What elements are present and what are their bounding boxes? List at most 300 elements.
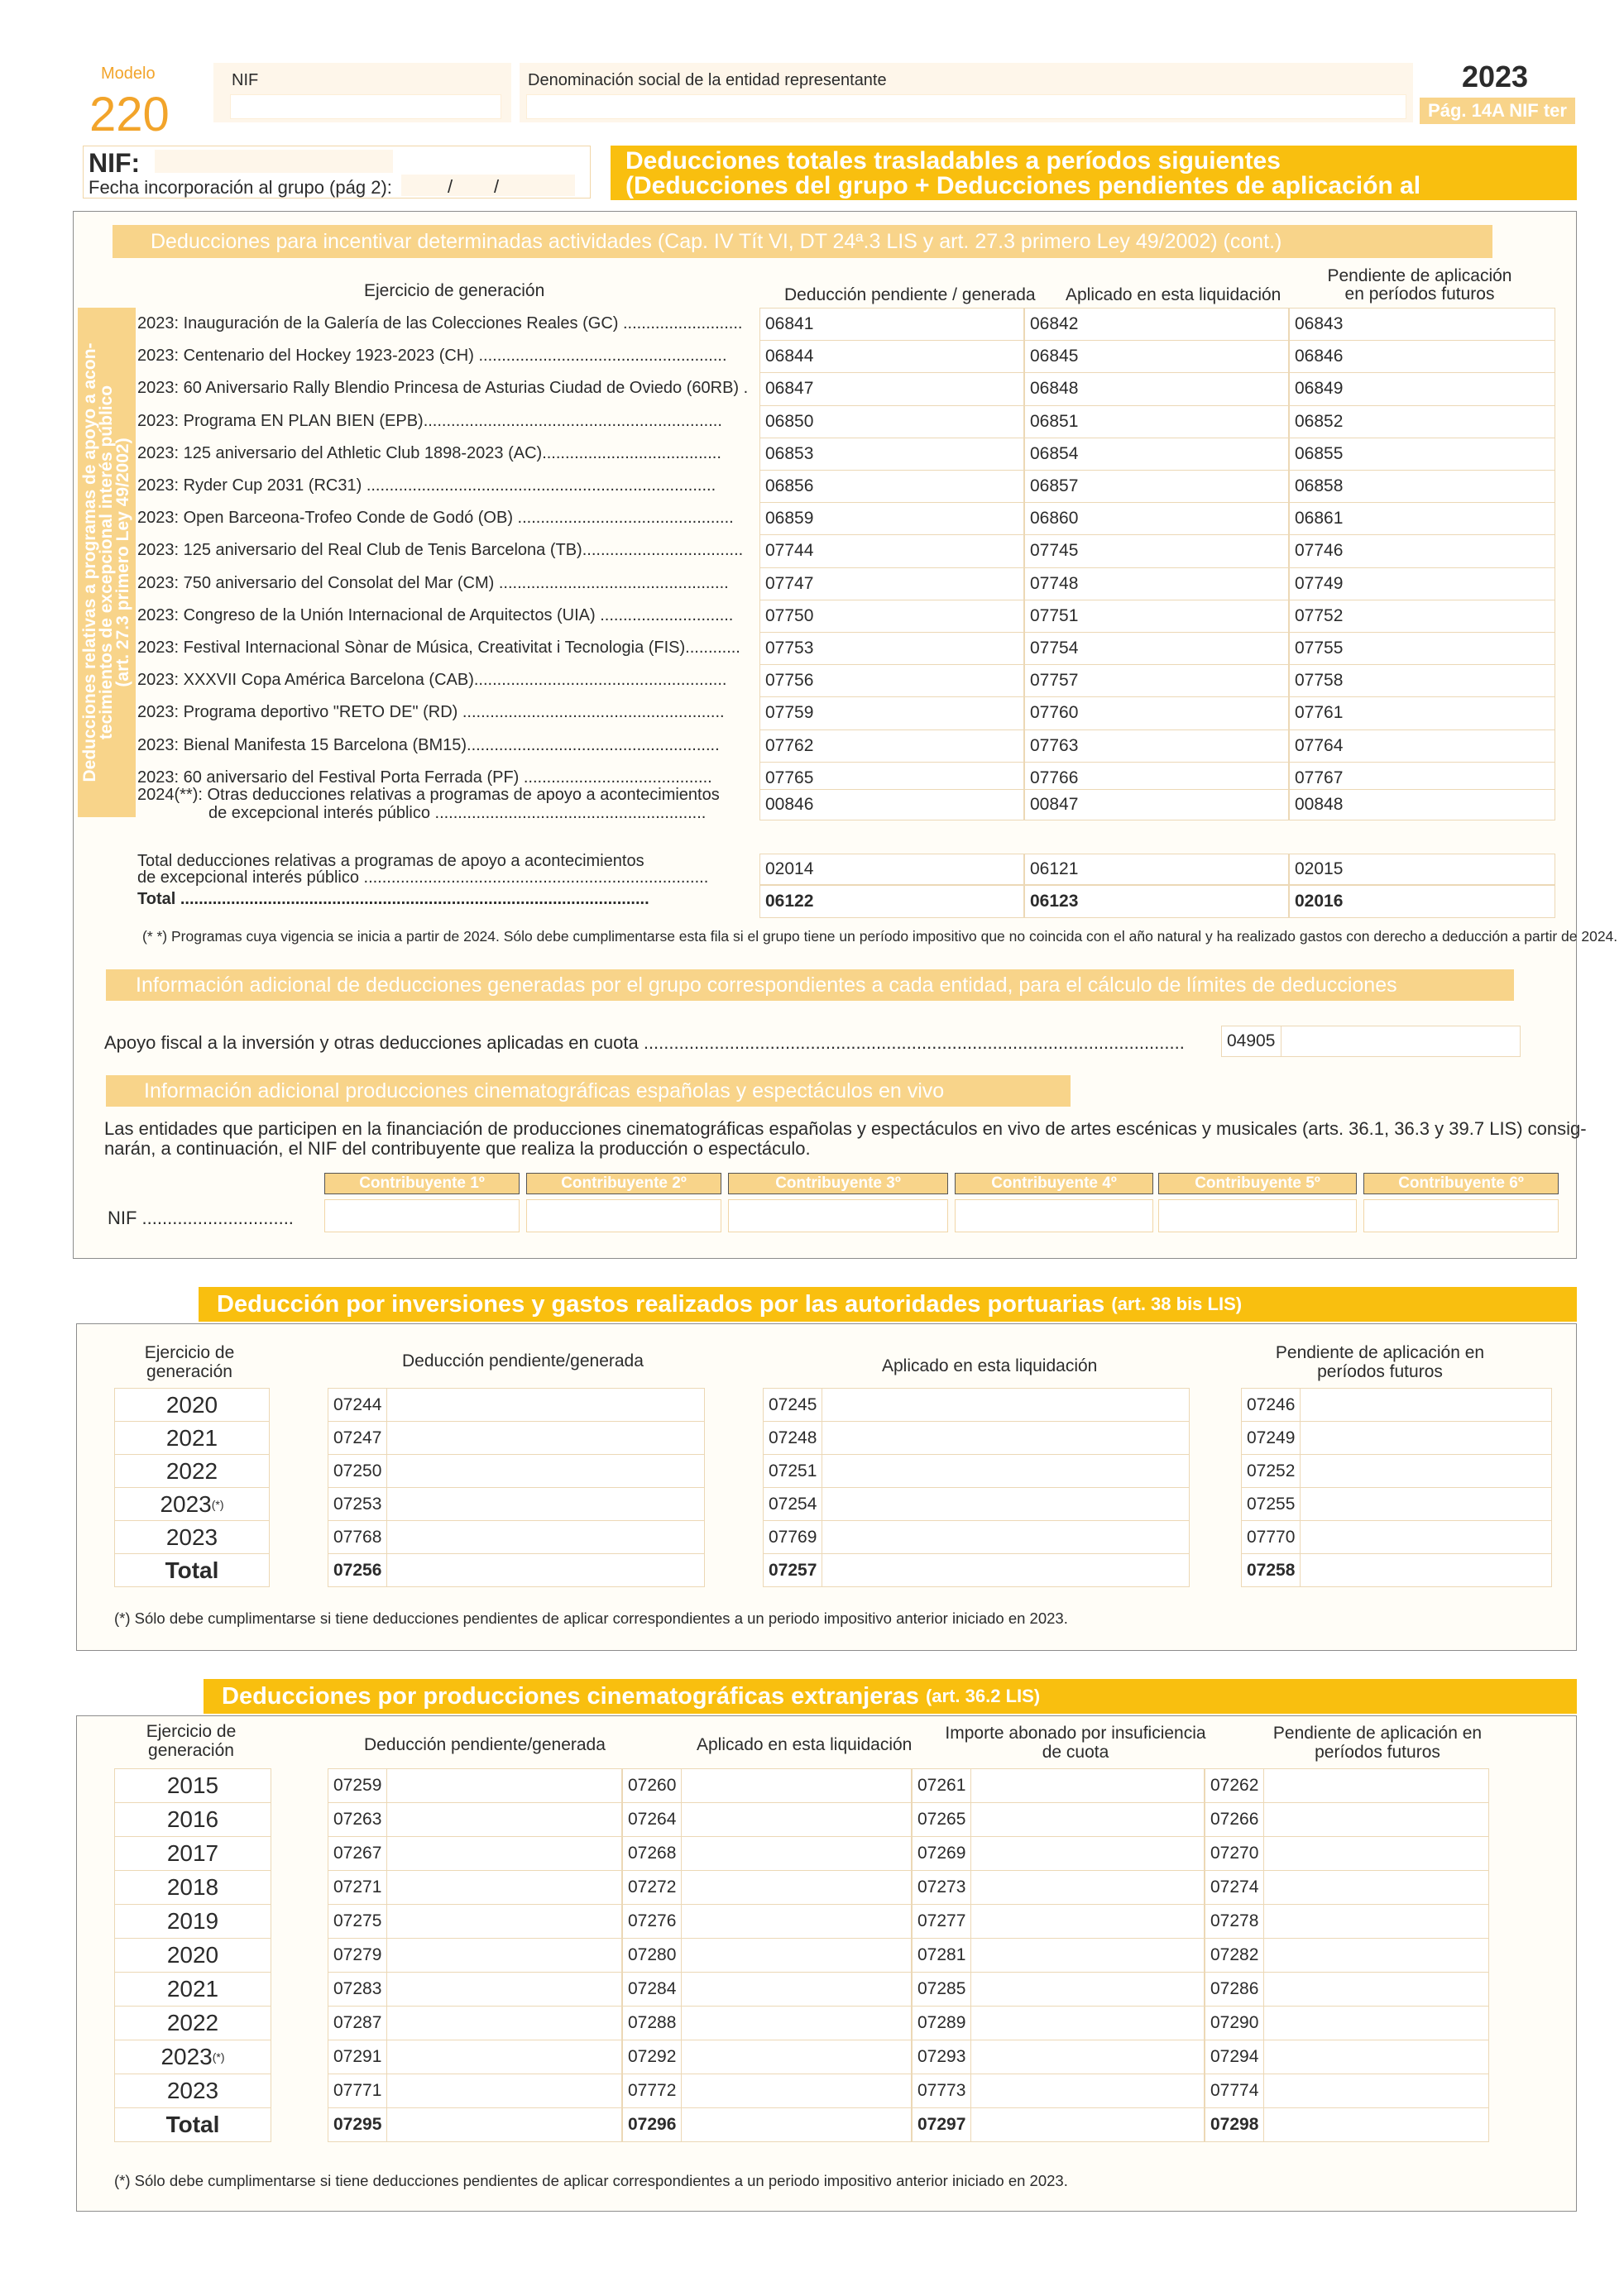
field-07271[interactable] (328, 1870, 622, 1905)
col-pendiente-line1: Pendiente de aplicación en (1275, 1343, 1485, 1362)
field-code: 06852 (1295, 411, 1344, 431)
field-07274[interactable] (1205, 1870, 1489, 1905)
field-code: 07760 (1030, 703, 1079, 723)
col-ejercicio-line1: Ejercicio de (146, 1722, 237, 1741)
field-07280[interactable] (622, 1938, 912, 1973)
field-06851[interactable] (1024, 405, 1289, 438)
field-07763[interactable] (1024, 729, 1289, 763)
field-code: 07273 (917, 1871, 971, 1904)
main-title-line2: (Deducciones del grupo + Deducciones pendientes de aplicación al (625, 172, 1421, 199)
field-07762[interactable] (759, 729, 1024, 763)
field-07748[interactable] (1024, 567, 1289, 600)
field-07749[interactable] (1289, 567, 1555, 600)
field-07761[interactable] (1289, 696, 1555, 729)
cine-info-title: Información adicional producciones cinematográficas españolas y espectáculos en vivo (106, 1075, 1071, 1107)
field-code: 07264 (628, 1803, 682, 1836)
row-label: 2023: Open Barceona-Trofeo Conde de Godó (OB) ............................................... (137, 509, 734, 528)
field-06844[interactable] (759, 340, 1024, 373)
fecha-label: Fecha incorporación al grupo (pág 2): (89, 177, 392, 198)
denominacion-box (520, 63, 1413, 122)
year-cell (114, 1454, 270, 1488)
field-code: 00848 (1295, 795, 1344, 814)
year-label: 2017 (166, 1840, 219, 1866)
field-code: 07278 (1210, 1905, 1264, 1938)
field-07769[interactable] (763, 1520, 1190, 1554)
field-code: 00846 (765, 795, 814, 814)
field-code: 07747 (765, 573, 814, 593)
field-code: 07767 (1295, 768, 1344, 787)
field-07753[interactable] (759, 632, 1024, 665)
field-code: 07288 (628, 2007, 682, 2040)
col-pendiente-line2: períodos futuros (1315, 1743, 1440, 1762)
portuarias-title-ref: (art. 38 bis LIS) (1111, 1294, 1243, 1314)
extranjeras-title-bar (204, 1679, 1577, 1714)
field-code: 07261 (917, 1769, 971, 1802)
year-label: 2020 (166, 1942, 219, 1968)
row-label: 2023: 60 Aniversario Rally Blendio Princesa de Asturias Ciudad de Oviedo (60RB) . (137, 379, 749, 398)
field-07745[interactable] (1024, 534, 1289, 567)
year-label: 2021 (166, 1976, 219, 2002)
field-code: 07764 (1295, 735, 1344, 755)
field-07746[interactable] (1289, 534, 1555, 567)
field-06861[interactable] (1289, 502, 1555, 535)
field-code: 07759 (765, 703, 814, 723)
year-label: 2015 (166, 1772, 219, 1798)
field-06850[interactable] (759, 405, 1024, 438)
field-07288[interactable] (622, 2006, 912, 2040)
field-00847[interactable] (1024, 789, 1289, 820)
field-07247[interactable] (328, 1421, 705, 1455)
field-06853[interactable] (759, 438, 1024, 471)
row-2024 (136, 786, 1555, 822)
field-code: 06845 (1030, 347, 1079, 366)
field-07264[interactable] (622, 1802, 912, 1837)
contribuyente-header: Contribuyente 5º (1158, 1173, 1357, 1194)
portuarias-col-aplicado: Aplicado en esta liquidación (882, 1356, 1098, 1375)
field-07279[interactable] (328, 1938, 622, 1973)
main-title-bar (611, 146, 1577, 200)
field-07269[interactable] (912, 1836, 1205, 1871)
table-row (136, 502, 1555, 534)
field-07266[interactable] (1205, 1802, 1489, 1837)
field-07263[interactable] (328, 1802, 622, 1837)
year-cell (114, 1520, 270, 1554)
cine-text-line2: narán, a continuación, el NIF del contribuyente que realiza la producción o espectáculo. (104, 1138, 811, 1159)
field-07770[interactable] (1241, 1520, 1552, 1554)
row-label: 2023: Centenario del Hockey 1923-2023 (CH) ...................................................... (137, 347, 727, 366)
denominacion-label: Denominación social de la entidad representante (528, 71, 887, 89)
year-label: 2022 (166, 2010, 219, 2035)
contribuyente-nif-input[interactable] (955, 1199, 1153, 1232)
field-07277[interactable] (912, 1904, 1205, 1939)
field-07261[interactable] (912, 1768, 1205, 1803)
year-cell (114, 2074, 271, 2108)
year-label: 2020 (165, 1391, 218, 1418)
field-07757[interactable] (1024, 664, 1289, 697)
field-code: 06861 (1295, 509, 1344, 529)
field-code: 07262 (1210, 1769, 1264, 1802)
field-code: 07277 (917, 1905, 971, 1938)
field-07248[interactable] (763, 1421, 1190, 1455)
field-code: 07252 (1247, 1455, 1301, 1487)
field-02015[interactable] (1289, 854, 1555, 885)
table-row (136, 567, 1555, 600)
field-07245[interactable] (763, 1388, 1190, 1422)
table-row (136, 372, 1555, 404)
total-rel-label-line1: Total deducciones relativas a programas de apoyo a acontecimientos (137, 852, 644, 870)
field-code: 07768 (333, 1521, 387, 1553)
year-cell (114, 2107, 271, 2142)
field-06847[interactable] (759, 372, 1024, 405)
total-label-text: Total (137, 890, 176, 908)
field-code: 07748 (1030, 573, 1079, 593)
field-code: 07267 (333, 1837, 387, 1870)
field-code: 07296 (628, 2108, 682, 2141)
field-00848[interactable] (1289, 789, 1555, 820)
field-code: 07254 (769, 1488, 822, 1520)
field-04905[interactable] (1221, 1026, 1281, 1057)
field-code: 07285 (917, 1973, 971, 2006)
field-code: 07255 (1247, 1488, 1301, 1520)
year-label: 2023 (1461, 60, 1529, 93)
field-code: 07265 (917, 1803, 971, 1836)
field-code: 02015 (1295, 859, 1344, 878)
field-code: 06842 (1030, 314, 1079, 334)
contribuyente-header: Contribuyente 1º (324, 1173, 520, 1194)
row-label: 2023: XXXVII Copa América Barcelona (CAB)....................................................... (137, 671, 727, 690)
table-row (136, 470, 1555, 502)
field-07773[interactable] (912, 2074, 1205, 2108)
field-06860[interactable] (1024, 502, 1289, 535)
field-06848[interactable] (1024, 372, 1289, 405)
info-adicional-title: Información adicional de deducciones generadas por el grupo correspondientes a cada entidad, para el cálculo de límites de deducciones (106, 969, 1514, 1001)
field-code: 07291 (333, 2040, 387, 2074)
year-cell (114, 1972, 271, 2007)
field-07758[interactable] (1289, 664, 1555, 697)
field-07250[interactable] (328, 1454, 705, 1488)
extranjeras-col-ejercicio (116, 1722, 266, 1760)
field-06842[interactable] (1024, 308, 1289, 341)
nif-header-input[interactable] (230, 94, 501, 119)
page-tag: Pág. 14A NIF ter (1420, 98, 1575, 124)
field-07290[interactable] (1205, 2006, 1489, 2040)
field-code: 06849 (1295, 379, 1344, 399)
field-06857[interactable] (1024, 470, 1289, 503)
field-07273[interactable] (912, 1870, 1205, 1905)
modelo-number: 220 (89, 88, 170, 141)
field-07297[interactable] (912, 2107, 1205, 2142)
field-06121[interactable] (1024, 854, 1289, 885)
field-code: 07749 (1295, 573, 1344, 593)
field-code: 07287 (333, 2007, 387, 2040)
year-cell (114, 1421, 270, 1455)
field-code: 07256 (333, 1554, 387, 1586)
field-code: 06122 (765, 892, 814, 911)
field-07759[interactable] (759, 696, 1024, 729)
field-code: 06848 (1030, 379, 1079, 399)
field-07291[interactable] (328, 2040, 622, 2074)
field-07286[interactable] (1205, 1972, 1489, 2007)
main-title-line1: Deducciones totales trasladables a períodos siguientes (625, 147, 1281, 175)
field-07283[interactable] (328, 1972, 622, 2007)
field-06859[interactable] (759, 502, 1024, 535)
field-code: 07297 (917, 2108, 971, 2141)
field-code: 07771 (333, 2074, 387, 2107)
field-07268[interactable] (622, 1836, 912, 1871)
field-07764[interactable] (1289, 729, 1555, 763)
field-code: 07245 (769, 1389, 822, 1421)
col-ejercicio-line2: generación (146, 1362, 232, 1381)
portuarias-title-bar (199, 1287, 1577, 1322)
field-07257[interactable] (763, 1553, 1190, 1587)
field-07771[interactable] (328, 2074, 622, 2108)
nif-big-label: NIF: (89, 148, 141, 178)
portuarias-footnote: (*) Sólo debe cumplimentarse si tiene deducciones pendientes de aplicar correspondientes a un periodo impositivo anterior iniciado en 2023. (114, 1610, 1068, 1627)
table-row (136, 308, 1555, 340)
denominacion-input[interactable] (526, 94, 1406, 119)
field-code: 02014 (765, 859, 814, 878)
field-code: 07286 (1210, 1973, 1264, 2006)
col-ejercicio-line1: Ejercicio de (144, 1343, 235, 1362)
field-code: 07773 (917, 2074, 971, 2107)
table-row (136, 405, 1555, 438)
field-06845[interactable] (1024, 340, 1289, 373)
field-06855[interactable] (1289, 438, 1555, 471)
field-07281[interactable] (912, 1938, 1205, 1973)
field-code: 06841 (765, 314, 814, 334)
field-code: 07259 (333, 1769, 387, 1802)
contribuyente-nif-input[interactable] (526, 1199, 721, 1232)
field-code: 07294 (1210, 2040, 1264, 2074)
field-06846[interactable] (1289, 340, 1555, 373)
year-cell (114, 2006, 271, 2040)
field-code: 07248 (769, 1422, 822, 1454)
field-07295[interactable] (328, 2107, 622, 2142)
field-07755[interactable] (1289, 632, 1555, 665)
field-07275[interactable] (328, 1904, 622, 1939)
side-label-box (78, 308, 136, 817)
side-label-line3: (art. 27.3 primero Ley 49/2002) (113, 438, 132, 687)
year-cell (114, 1802, 271, 1837)
field-code: 07269 (917, 1837, 971, 1870)
field-code: 07284 (628, 1973, 682, 2006)
field-07254[interactable] (763, 1487, 1190, 1521)
col-aplicado: Aplicado en esta liquidación (1066, 285, 1281, 304)
field-code: 07772 (628, 2074, 682, 2107)
col-ejercicio: Ejercicio de generación (364, 281, 545, 300)
field-02016[interactable] (1289, 885, 1555, 918)
field-code: 07290 (1210, 2007, 1264, 2040)
field-07278[interactable] (1205, 1904, 1489, 1939)
field-07293[interactable] (912, 2040, 1205, 2074)
field-07287[interactable] (328, 2006, 622, 2040)
row-2024-label-line2: de excepcional interés público ........................................................... (208, 804, 707, 822)
table-row (136, 664, 1555, 696)
row-label: 2023: Programa deportivo "RETO DE" (RD) ......................................................... (137, 703, 725, 722)
field-code: 07247 (333, 1422, 387, 1454)
contribuyente-header: Contribuyente 4º (955, 1173, 1153, 1194)
field-code: 06857 (1030, 476, 1079, 496)
table-row (136, 534, 1555, 567)
row-label: 2023: Festival Internacional Sònar de Música, Creativitat i Tecnologia (FIS)............ (137, 639, 740, 657)
col-pendiente-line2: períodos futuros (1317, 1362, 1443, 1381)
field-07285[interactable] (912, 1972, 1205, 2007)
field-code: 07281 (917, 1939, 971, 1972)
field-code: 07761 (1295, 703, 1344, 723)
section1-footnote: (* *) Programas cuya vigencia se inicia a partir de 2024. Sólo debe cumplimentarse esta fila si el grupo tiene un período impositivo que no coincida con el año natural y ha realizado gastos con derecho a deducción a partir de 2024. (142, 928, 1618, 945)
field-07265[interactable] (912, 1802, 1205, 1837)
row-label: 2023: 125 aniversario del Real Club de Tenis Barcelona (TB)................................... (137, 541, 744, 560)
field-code: 06853 (765, 443, 814, 463)
field-07768[interactable] (328, 1520, 705, 1554)
extranjeras-title-ref: (art. 36.2 LIS) (925, 1686, 1041, 1706)
year-cell (114, 1388, 270, 1422)
field-07282[interactable] (1205, 1938, 1489, 1973)
field-06123[interactable] (1024, 885, 1289, 918)
year-cell (114, 1768, 271, 1803)
year-label: 2019 (166, 1908, 219, 1934)
nif-header-label: NIF (232, 71, 259, 89)
field-07772[interactable] (622, 2074, 912, 2108)
field-code: 07257 (769, 1554, 822, 1586)
row-label: 2023: Bienal Manifesta 15 Barcelona (BM15)....................................................... (137, 735, 720, 754)
field-07744[interactable] (759, 534, 1024, 567)
field-code: 06850 (765, 411, 814, 431)
field-07292[interactable] (622, 2040, 912, 2074)
field-07750[interactable] (759, 600, 1024, 633)
totals-block (136, 854, 1555, 920)
row-label: 2023: Ryder Cup 2031 (RC31) ............................................................................ (137, 476, 716, 495)
field-code: 06847 (765, 379, 814, 399)
modelo-label: Modelo (101, 65, 156, 83)
contribuyente-nif-input[interactable] (324, 1199, 520, 1232)
field-07256[interactable] (328, 1553, 705, 1587)
field-code: 07280 (628, 1939, 682, 1972)
field-07760[interactable] (1024, 696, 1289, 729)
field-code: 06859 (765, 509, 814, 529)
field-07751[interactable] (1024, 600, 1289, 633)
field-code: 07755 (1295, 639, 1344, 658)
year-superscript: (*) (211, 1497, 224, 1511)
field-code: 07754 (1030, 639, 1079, 658)
field-04905-input[interactable] (1281, 1026, 1521, 1057)
field-07244[interactable] (328, 1388, 705, 1422)
portuarias-col-deduccion: Deducción pendiente/generada (402, 1351, 644, 1370)
side-label-line2: tecimientos de excepcional interés público (97, 385, 116, 740)
field-06841[interactable] (759, 308, 1024, 341)
field-code: 07292 (628, 2040, 682, 2074)
field-07754[interactable] (1024, 632, 1289, 665)
year-label: 2023 (160, 1490, 212, 1517)
portuarias-col-pendiente (1241, 1343, 1519, 1381)
field-code: 07275 (333, 1905, 387, 1938)
field-code: 07758 (1295, 671, 1344, 691)
col-importe-line2: de cuota (1042, 1743, 1109, 1762)
col-ejercicio-line2: generación (148, 1741, 234, 1760)
field-07246[interactable] (1241, 1388, 1552, 1422)
field-07752[interactable] (1289, 600, 1555, 633)
table-row (136, 340, 1555, 372)
table-row (136, 600, 1555, 632)
field-00846[interactable] (759, 789, 1024, 820)
contribuyente-header: Contribuyente 2º (526, 1173, 721, 1194)
field-code: 07762 (765, 735, 814, 755)
field-code: 07249 (1247, 1422, 1301, 1454)
col-pendiente-line1: Pendiente de aplicación (1327, 266, 1512, 285)
year-label: 2023 (165, 1523, 218, 1550)
field-code: 07756 (765, 671, 814, 691)
field-07284[interactable] (622, 1972, 912, 2007)
field-07270[interactable] (1205, 1836, 1489, 1871)
field-code: 07246 (1247, 1389, 1301, 1421)
field-07249[interactable] (1241, 1421, 1552, 1455)
field-06122[interactable] (759, 885, 1024, 918)
field-code: 06856 (765, 476, 814, 496)
field-07262[interactable] (1205, 1768, 1489, 1803)
row-label: 2023: 60 aniversario del Festival Porta Ferrada (PF) ......................................... (137, 768, 712, 787)
field-07253[interactable] (328, 1487, 705, 1521)
field-code: 07258 (1247, 1554, 1301, 1586)
year-cell (114, 1870, 271, 1905)
field-07272[interactable] (622, 1870, 912, 1905)
field-06852[interactable] (1289, 405, 1555, 438)
contribuyente-nif-input[interactable] (1363, 1199, 1559, 1232)
field-07289[interactable] (912, 2006, 1205, 2040)
field-code: 07260 (628, 1769, 682, 1802)
year-superscript: (*) (212, 2050, 225, 2064)
year-label: 2016 (166, 1806, 219, 1832)
field-07267[interactable] (328, 1836, 622, 1871)
field-07774[interactable] (1205, 2074, 1489, 2108)
field-code: 07283 (333, 1973, 387, 2006)
field-07294[interactable] (1205, 2040, 1489, 2074)
field-07260[interactable] (622, 1768, 912, 1803)
field-06858[interactable] (1289, 470, 1555, 503)
field-06854[interactable] (1024, 438, 1289, 471)
field-07255[interactable] (1241, 1487, 1552, 1521)
field-code: 07774 (1210, 2074, 1264, 2107)
contribuyente-nif-input[interactable] (728, 1199, 948, 1232)
year-cell (114, 1553, 270, 1587)
field-07756[interactable] (759, 664, 1024, 697)
field-code: 06854 (1030, 443, 1079, 463)
year-cell (114, 1904, 271, 1939)
field-code: 07251 (769, 1455, 822, 1487)
field-07251[interactable] (763, 1454, 1190, 1488)
field-code: 02016 (1295, 892, 1344, 911)
year-label: 2023 (160, 2044, 213, 2069)
field-06849[interactable] (1289, 372, 1555, 405)
portuarias-col-ejercicio (114, 1343, 265, 1381)
field-06843[interactable] (1289, 308, 1555, 341)
field-02014[interactable] (759, 854, 1024, 885)
field-code: 07757 (1030, 671, 1079, 691)
fecha-input[interactable] (401, 175, 575, 196)
field-07298[interactable] (1205, 2107, 1489, 2142)
field-07252[interactable] (1241, 1454, 1552, 1488)
field-07258[interactable] (1241, 1553, 1552, 1587)
contribuyente-nif-input[interactable] (1158, 1199, 1357, 1232)
field-07296[interactable] (622, 2107, 912, 2142)
nif-big-input[interactable] (155, 150, 393, 173)
field-07276[interactable] (622, 1904, 912, 1939)
contribuyente-header: Contribuyente 3º (728, 1173, 948, 1194)
field-07259[interactable] (328, 1768, 622, 1803)
field-06856[interactable] (759, 470, 1024, 503)
section1-title: Deducciones para incentivar determinadas actividades (Cap. IV Tít VI, DT 24ª.3 LIS y art. 27.3 primero Ley 49/2002) (cont.) (113, 225, 1492, 258)
field-07747[interactable] (759, 567, 1024, 600)
date-separator: / (448, 176, 453, 197)
